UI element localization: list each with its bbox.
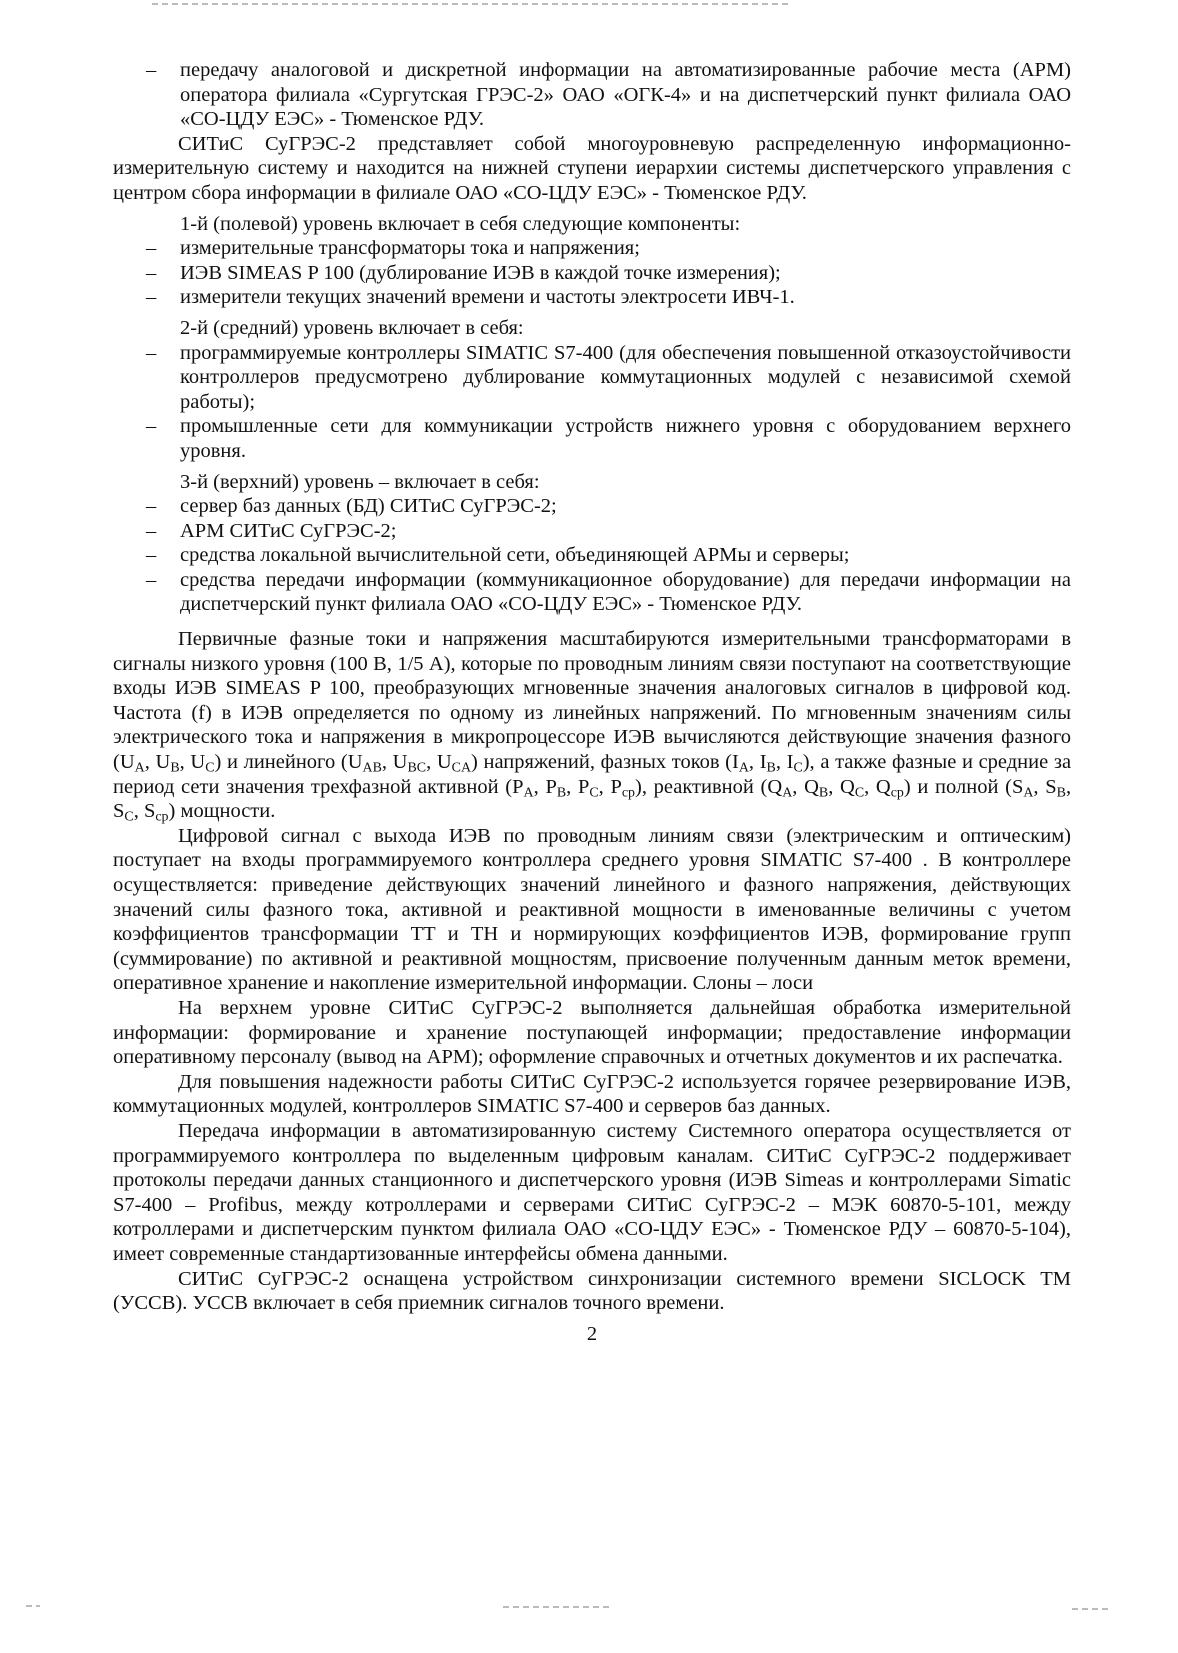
list-item-text: средства передачи информации (коммуникационное оборудование) для передачи информации на диспетчерский пункт филиала ОАО «СО-ЦДУ ЕЭС» - Тюменское РДУ. bbox=[180, 568, 1071, 616]
bullet-dash: – bbox=[146, 237, 157, 260]
list-item-text: ИЭВ SIMEAS P 100 (дублирование ИЭВ в каждой точке измерения); bbox=[180, 261, 781, 284]
text-run: Первичные фазные токи и напряжения масштабируются измерительными трансформаторами в сигналы низкого уровня (100 В, 1/5 А), которые по проводным линиям связи поступают на соответствующие входы ИЭВ SIMEAS P 100, преобразующих мгновенные значения аналоговых сигналов в цифровой код. Частота (f) в ИЭВ определяется по одному из линейных напряжений. По мгновенным значениям силы электрического тока и напряжения в микропроцессоре ИЭВ вычисляются действующие значения фазного ( bbox=[113, 628, 1071, 774]
symbol-group: $U_A$, $U_B$, $U_C$ bbox=[119, 751, 215, 776]
level-section-2 bbox=[113, 316, 1071, 464]
list-item-intro bbox=[113, 58, 1071, 132]
list-item-text: средства локальной вычислительной сети, объединяющей АРМы и серверы; bbox=[180, 544, 850, 567]
bullet-dash: – bbox=[146, 495, 157, 518]
list-item bbox=[113, 236, 1071, 261]
bullet-dash: – bbox=[146, 261, 157, 284]
symbol-group: $P_A$, $P_B$, $P_C$, $P_{ср}$ bbox=[512, 775, 636, 801]
paragraph-overview: СИТиС СуГРЭС-2 представляет собой многоуровневую распределенную информационно-измерительную систему и находится на нижней ступени иерархии системы диспетчерского управления с центром сбора информации в филиале ОАО «СО-ЦДУ ЕЭС» - Тюменское РДУ. bbox=[113, 132, 1071, 204]
symbol-group: $S_A$, $S_B$, $S_C$, $S_{ср}$ bbox=[113, 775, 1072, 825]
scan-artifact-bottom-right bbox=[1072, 1608, 1108, 1610]
text-run: ), реактивной ( bbox=[635, 775, 768, 798]
paragraph-upper-level: На верхнем уровне СИТиС СуГРЭС-2 выполняется дальнейшая обработка измерительной информации: формирование и хранение поступающей информации; предоставление информации оперативному персоналу (вывод на АРМ); оформление справочных и отчетных документов и их распечатка. bbox=[113, 996, 1071, 1069]
list-item bbox=[113, 543, 1071, 568]
bullet-dash: – bbox=[146, 286, 157, 309]
bullet-dash: – bbox=[146, 519, 157, 542]
list-item bbox=[113, 261, 1071, 286]
scan-artifact-top bbox=[152, 3, 792, 5]
paragraph-digital-signal: Цифровой сигнал с выхода ИЭВ по проводным линиям связи (электрическим и оптическим) поступает на входы программируемого контроллера среднего уровня SIMATIC S7-400 . В контроллере осуществляется: приведение действующих значений линейного и фазного напряжения, действующих значений силы фазного тока, активной и реактивной мощности в именованные величины с учетом коэффициентов трансформации ТТ и ТН и нормирующих коэффициентов ИЭВ, формирование групп (суммирование) по активной и реактивной мощностям, присвоение полученным данным меток времени, оперативное хранение и накопление измерительной информации. Слоны – лоси bbox=[113, 824, 1071, 995]
paragraph-data-transfer: Передача информации в автоматизированную систему Системного оператора осуществляется от программируемого контроллера по выделенным цифровым каналам. СИТиС СуГРЭС-2 поддерживает протоколы передачи данных станционного и диспетчерского уровня (ИЭВ Simeas и контроллерами Simatic S7-400 – Profibus, между котроллерами и серверами СИТиС СуГРЭС-2 – МЭК 60870-5-101, между котроллерами и диспетчерским пунктом филиала ОАО «СО-ЦДУ ЕЭС» - Тюменское РДУ – 60870-5-104), имеет современные стандартизованные интерфейсы обмена данными. bbox=[113, 1119, 1071, 1265]
text-run: ) и полной ( bbox=[903, 775, 1012, 798]
bullet-dash: – bbox=[146, 59, 157, 81]
paragraph-primary-measurements bbox=[113, 627, 1071, 824]
list-item-text: измерительные трансформаторы тока и напряжения; bbox=[180, 237, 640, 260]
level-section-3 bbox=[113, 470, 1071, 618]
level-heading: 1-й (полевой) уровень включает в себя следующие компоненты: bbox=[180, 212, 741, 235]
symbol-group: $I_A$, $I_B$, $I_C$ bbox=[732, 751, 803, 776]
bullet-dash: – bbox=[146, 415, 157, 438]
list-item-text: сервер баз данных (БД) СИТиС СуГРЭС-2; bbox=[180, 495, 557, 518]
symbol-group: $Q_A$, $Q_B$, $Q_C$, $Q_{ср}$ bbox=[767, 775, 904, 801]
level-heading: 3-й (верхний) уровень – включает в себя: bbox=[180, 470, 540, 493]
list-item bbox=[113, 494, 1071, 519]
text-run: ) мощности. bbox=[168, 800, 276, 823]
list-item-text: АРМ СИТиС СуГРЭС-2; bbox=[180, 519, 397, 542]
scan-artifact-bottom-left bbox=[26, 1605, 40, 1607]
level-heading: 2-й (средний) уровень включает в себя: bbox=[180, 316, 524, 339]
list-item bbox=[113, 285, 1071, 310]
bullet-dash: – bbox=[146, 341, 157, 364]
list-item bbox=[113, 568, 1071, 617]
scan-artifact-bottom-mid bbox=[503, 1606, 613, 1608]
list-item-text: измерители текущих значений времени и частоты электросети ИВЧ-1. bbox=[180, 286, 795, 309]
bullet-dash: – bbox=[146, 568, 157, 591]
text-run: ), а также фазные и средние за период сети значения трехфазной активной ( bbox=[113, 751, 1072, 798]
list-item bbox=[113, 341, 1071, 415]
symbol-group: $U_{AB}$, $U_{BC}$, $U_{CA}$ bbox=[347, 751, 472, 776]
list-item-text: программируемые контроллеры SIMATIC S7-400 (для обеспечения повышенной отказоустойчивости контроллеров предусмотрено дублирование коммутационных модулей с независимой схемой работы); bbox=[180, 341, 1071, 413]
paragraph-time-sync: СИТиС СуГРЭС-2 оснащена устройством синхронизации системного времени SICLOCK TM (УССВ). УССВ включает в себя приемник сигналов точного времени. bbox=[113, 1267, 1071, 1315]
level-section-1 bbox=[113, 212, 1071, 310]
list-item-text: передачу аналоговой и дискретной информации на автоматизированные рабочие места (АРМ) оператора филиала «Сургутская ГРЭС-2» ОАО «ОГК-4» и на диспетчерский пункт филиала ОАО «СО-ЦДУ ЕЭС» - Тюменское РДУ. bbox=[180, 59, 1071, 131]
text-run: ) напряжений, фазных токов ( bbox=[471, 751, 733, 774]
list-item bbox=[113, 414, 1071, 463]
list-item bbox=[113, 519, 1071, 544]
bullet-dash: – bbox=[146, 544, 157, 567]
page-number: 2 bbox=[586, 1322, 598, 1345]
list-item-text: промышленные сети для коммуникации устройств нижнего уровня с оборудованием верхнего уровня. bbox=[180, 415, 1071, 462]
text-run: ) и линейного ( bbox=[214, 751, 348, 774]
paragraph-reliability: Для повышения надежности работы СИТиС СуГРЭС-2 используется горячее резервирование ИЭВ, коммутационных модулей, контроллеров SIMATIC S7-400 и серверов баз данных. bbox=[113, 1070, 1071, 1118]
document-page bbox=[113, 58, 1071, 1367]
